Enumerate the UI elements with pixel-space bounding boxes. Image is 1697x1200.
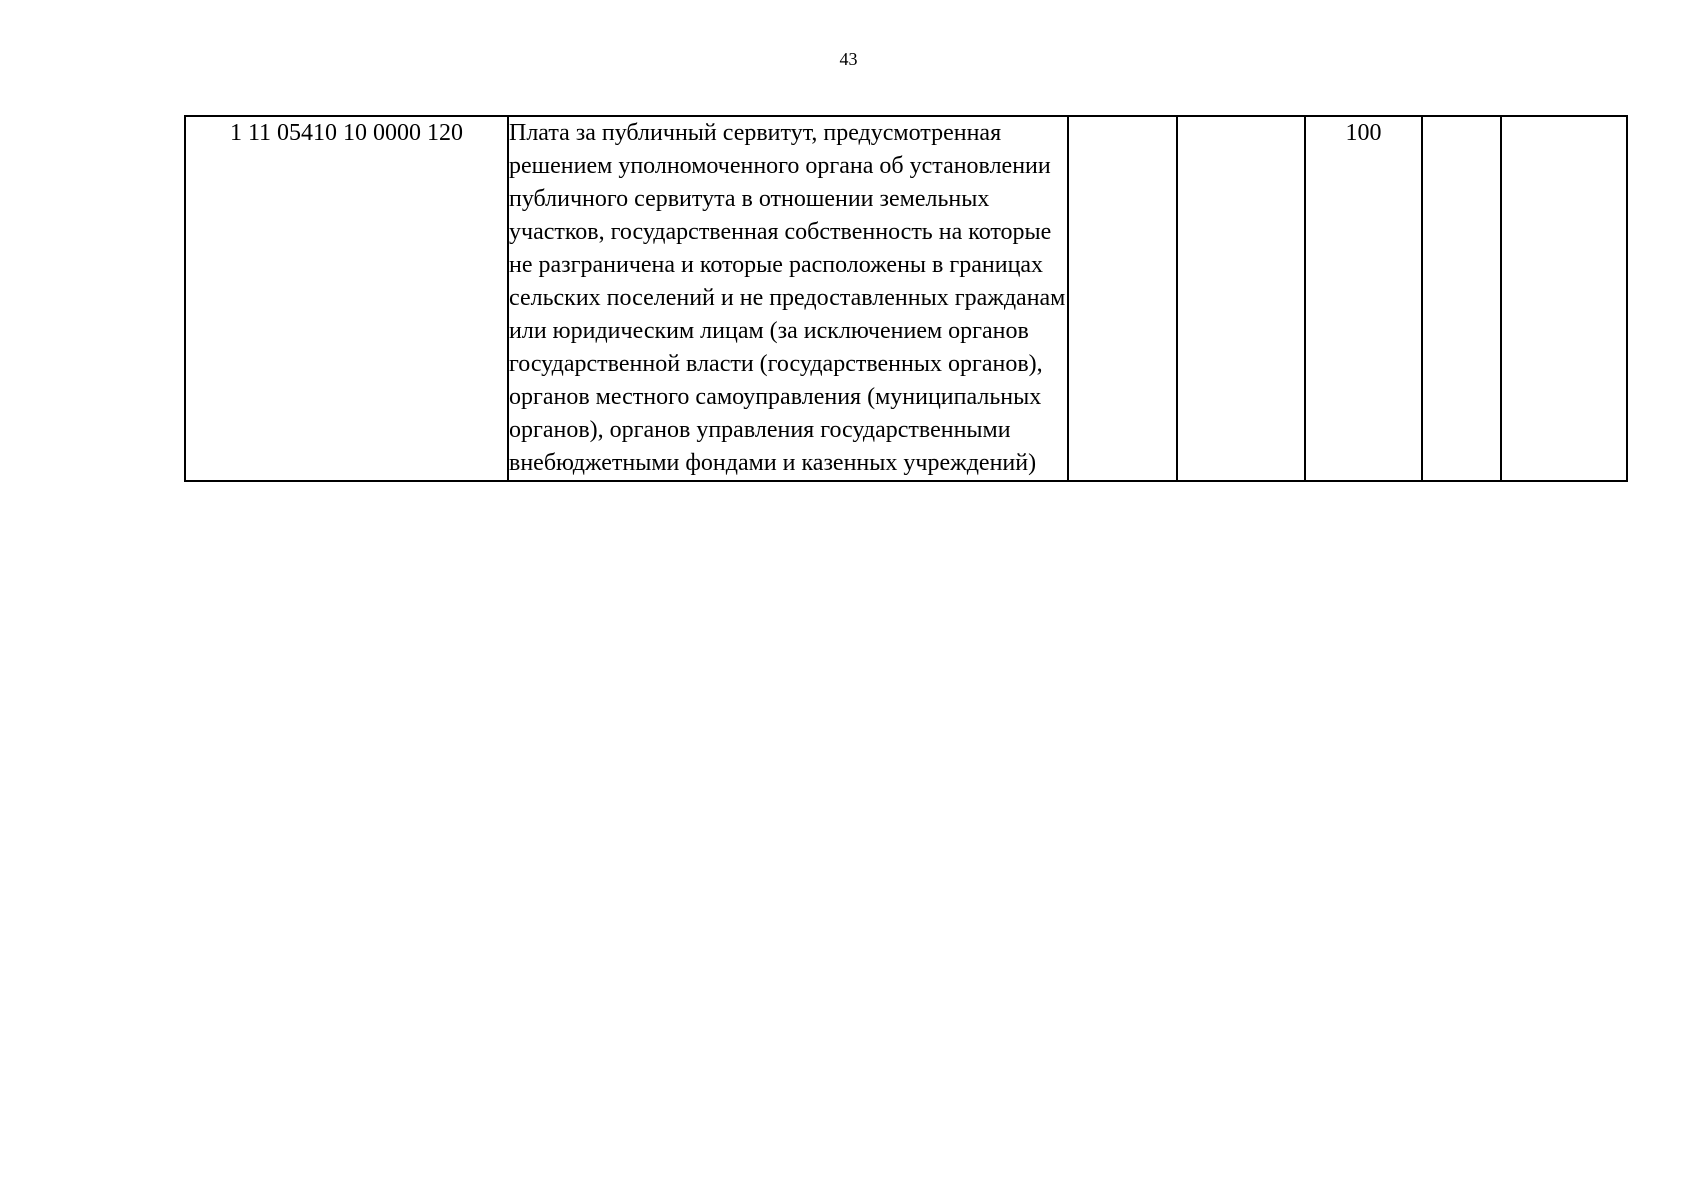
table-cell-col4 xyxy=(1177,116,1305,481)
budget-classification-code: 1 11 05410 10 0000 120 xyxy=(185,116,508,481)
revenue-description: Плата за публичный сервитут, предусмотренная решением уполномоченного органа об установлении публичного сервитута в отношении земельных участков, государственная собственность на которые не разграничена и которые расположены в границах сельских поселений и не предоставленных гражданам или юридическим лицам (за исключением органов государственной власти (государственных органов), органов местного самоуправления (муниципальных органов), органов управления государственными внебюджетными фондами и казенных учреждений) xyxy=(508,116,1068,481)
table-cell-col3 xyxy=(1068,116,1177,481)
page-number: 43 xyxy=(839,49,858,69)
budget-table xyxy=(184,115,1628,482)
table-cell-col6 xyxy=(1422,116,1501,481)
percentage-value: 100 xyxy=(1305,116,1422,481)
table-cell-col7 xyxy=(1501,116,1627,481)
table-row xyxy=(185,116,1627,481)
